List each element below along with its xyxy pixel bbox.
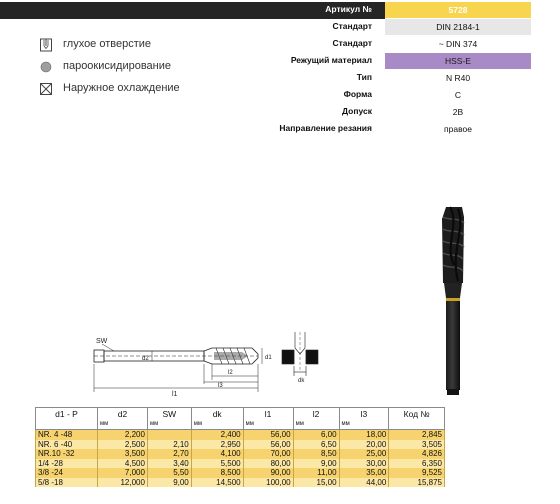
cell: 2,200 <box>97 430 147 440</box>
col-header: dk <box>191 408 243 421</box>
external-cooling-icon <box>39 82 53 96</box>
cell: 15,875 <box>389 478 445 488</box>
cell: 5,50 <box>147 468 191 478</box>
spec-label: Направление резания <box>279 123 372 133</box>
size-table <box>35 407 445 487</box>
blind-hole-icon <box>39 38 53 52</box>
cell: 5/8 -18 <box>36 478 98 488</box>
spec-value: ~ DIN 374 <box>385 36 531 52</box>
unit-cell: мм <box>97 420 147 430</box>
cell: 2,400 <box>191 430 243 440</box>
spec-value: HSS-E <box>385 53 531 69</box>
cell: 18,00 <box>339 430 389 440</box>
table-row <box>36 440 445 450</box>
cell: 90,00 <box>243 468 293 478</box>
dim-label-l1: l1 <box>172 391 178 398</box>
dim-label-l3: l3 <box>218 383 223 389</box>
dim-label-d2: d2 <box>142 356 149 362</box>
steam-oxidized-icon <box>39 60 53 74</box>
cell: 4,100 <box>191 449 243 459</box>
cell: NR. 6 -40 <box>36 440 98 450</box>
spec-label: Допуск <box>342 106 372 116</box>
unit-cell: мм <box>293 420 339 430</box>
unit-cell: мм <box>147 420 191 430</box>
cell: 1/4 -28 <box>36 459 98 469</box>
legend-item-external-cooling <box>35 80 215 102</box>
cell <box>147 430 191 440</box>
cell: 6,350 <box>389 459 445 469</box>
cell: 8,500 <box>191 468 243 478</box>
col-header: l1 <box>243 408 293 421</box>
spec-value: 5728 <box>385 2 531 18</box>
cell: 100,00 <box>243 478 293 488</box>
legend-item-steam-oxidized <box>35 58 215 80</box>
cell: 20,00 <box>339 440 389 450</box>
size-table-units <box>36 420 445 430</box>
cell: 25,00 <box>339 449 389 459</box>
cell: 5,500 <box>191 459 243 469</box>
spec-label: Тип <box>356 72 372 82</box>
spec-value: правое <box>385 121 531 137</box>
cell: 70,00 <box>243 449 293 459</box>
legend-text: Наружное охлаждение <box>63 82 180 94</box>
cell: 9,525 <box>389 468 445 478</box>
spec-value: 2B <box>385 104 531 120</box>
dim-label-sw: SW <box>96 338 108 345</box>
col-header: l3 <box>339 408 389 421</box>
legend <box>35 36 215 102</box>
tap-tool-image <box>430 205 480 400</box>
table-row <box>36 468 445 478</box>
col-header: d1 - P <box>36 408 98 421</box>
spec-row-cutting-direction <box>0 121 560 138</box>
cell: 9,00 <box>293 459 339 469</box>
table-row <box>36 430 445 440</box>
dim-label-d1: d1 <box>265 355 272 361</box>
col-header: d2 <box>97 408 147 421</box>
tap-dimension-drawing <box>92 330 332 402</box>
unit-cell: мм <box>339 420 389 430</box>
dim-label-dk: dk <box>298 378 305 384</box>
cell: NR. 4 -48 <box>36 430 98 440</box>
table-row <box>36 478 445 488</box>
cell: 6,00 <box>293 430 339 440</box>
cell: 3,40 <box>147 459 191 469</box>
cell: 2,70 <box>147 449 191 459</box>
cell: 7,000 <box>97 468 147 478</box>
legend-item-blind-hole <box>35 36 215 58</box>
cell: 9,00 <box>147 478 191 488</box>
cell: 3,500 <box>97 449 147 459</box>
cell: 2,950 <box>191 440 243 450</box>
unit-cell: мм <box>191 420 243 430</box>
cell: 14,500 <box>191 478 243 488</box>
spec-label: Режущий материал <box>290 55 372 65</box>
spec-value: N R40 <box>385 70 531 86</box>
spec-label: Стандарт <box>332 21 372 31</box>
col-header: Код № <box>389 408 445 421</box>
cell: 4,826 <box>389 449 445 459</box>
cell: 12,000 <box>97 478 147 488</box>
table-row <box>36 449 445 459</box>
cell: NR.10 -32 <box>36 449 98 459</box>
cell: 30,00 <box>339 459 389 469</box>
cell: 2,845 <box>389 430 445 440</box>
cell: 2,10 <box>147 440 191 450</box>
spec-value: DIN 2184-1 <box>385 19 531 35</box>
unit-cell: мм <box>243 420 293 430</box>
cell: 4,500 <box>97 459 147 469</box>
col-header: l2 <box>293 408 339 421</box>
legend-text: пароокисидирование <box>63 60 172 72</box>
cell: 15,00 <box>293 478 339 488</box>
spec-label: Артикул № <box>325 4 372 14</box>
spec-value: C <box>385 87 531 103</box>
dim-label-l2: l2 <box>228 370 233 376</box>
cell: 56,00 <box>243 430 293 440</box>
spec-label: Стандарт <box>332 38 372 48</box>
legend-text: глухое отверстие <box>63 38 152 50</box>
cell: 56,00 <box>243 440 293 450</box>
cell: 8,50 <box>293 449 339 459</box>
cell: 6,50 <box>293 440 339 450</box>
size-table-header <box>36 408 445 421</box>
unit-cell <box>36 420 98 430</box>
spec-row-article <box>0 2 560 19</box>
cell: 3/8 -24 <box>36 468 98 478</box>
cell: 80,00 <box>243 459 293 469</box>
cell: 44,00 <box>339 478 389 488</box>
table-row <box>36 459 445 469</box>
spec-row-standard <box>0 19 560 36</box>
cell: 11,00 <box>293 468 339 478</box>
spec-row-tolerance <box>0 104 560 121</box>
cell: 35,00 <box>339 468 389 478</box>
col-header: SW <box>147 408 191 421</box>
cell: 3,505 <box>389 440 445 450</box>
spec-label: Форма <box>343 89 372 99</box>
unit-cell <box>389 420 445 430</box>
cell: 2,500 <box>97 440 147 450</box>
